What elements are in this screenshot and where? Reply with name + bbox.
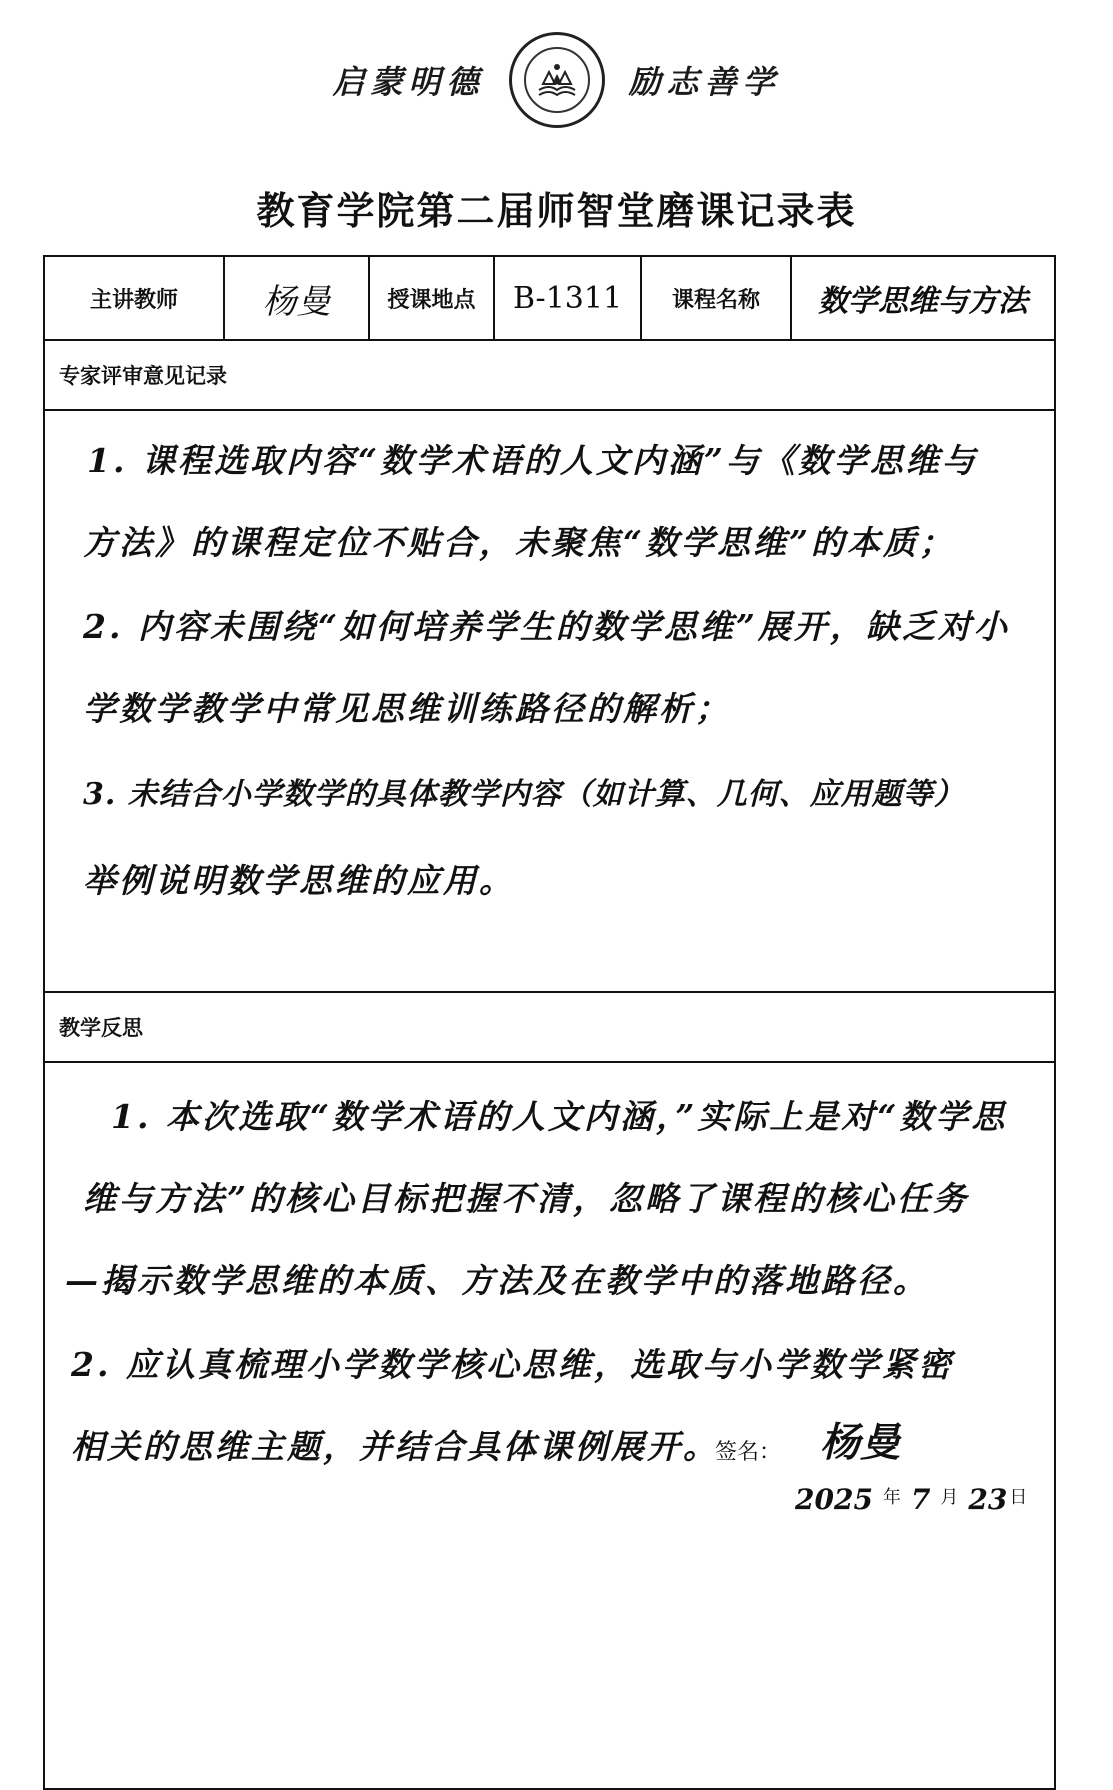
course-value: 数学思维与方法 bbox=[818, 284, 1028, 319]
document-header bbox=[0, 30, 1113, 130]
date-day-unit: 日 bbox=[1009, 1487, 1028, 1508]
expert-line: 学数学教学中常见思维训练路径的解析； bbox=[83, 689, 731, 728]
signature-name: 杨曼 bbox=[820, 1419, 900, 1466]
school-emblem-icon bbox=[509, 32, 605, 128]
reflection-line: —揭示数学思维的本质、方法及在教学中的落地路径。 bbox=[65, 1261, 929, 1300]
info-row bbox=[45, 257, 1054, 341]
reflection-line: 2. 应认真梳理小学数学核心思维，选取与小学数学紧密 bbox=[71, 1345, 954, 1384]
motto-right: 励志善学 bbox=[628, 63, 781, 101]
expert-opinion-label: 专家评审意见记录 bbox=[45, 341, 1054, 411]
expert-line: 2. 内容未围绕“如何培养学生的数学思维”展开，缺乏对小 bbox=[83, 607, 1010, 646]
reflection-line: 1. 本次选取“数学术语的人文内涵，”实际上是对“数学思 bbox=[111, 1097, 1008, 1136]
motto-left: 启蒙明德 bbox=[332, 63, 485, 101]
course-label: 课程名称 bbox=[642, 257, 792, 339]
document-title: 教育学院第二届师智堂磨课记录表 bbox=[256, 188, 857, 233]
reflection-line: 维与方法”的核心目标把握不清，忽略了课程的核心任务 bbox=[83, 1179, 969, 1218]
record-form bbox=[43, 255, 1056, 1790]
expert-line: 1. 课程选取内容“数学术语的人文内涵”与《数学思维与 bbox=[87, 441, 978, 480]
reflection-line: 相关的思维主题，并结合具体课例展开。 bbox=[71, 1427, 719, 1466]
expert-line: 3. 未结合小学数学的具体教学内容（如计算、几何、应用题等） bbox=[83, 777, 965, 812]
expert-opinion-body bbox=[45, 411, 1054, 993]
date-year: 2025 bbox=[795, 1483, 873, 1516]
location-label: 授课地点 bbox=[370, 257, 495, 339]
signature-date bbox=[795, 1483, 1037, 1516]
signature-label: 签名： bbox=[715, 1440, 782, 1465]
date-month-unit: 月 bbox=[940, 1487, 959, 1508]
date-day: 23 bbox=[968, 1483, 1008, 1516]
teaching-reflection-body bbox=[45, 1063, 1054, 1788]
teacher-value: 杨曼 bbox=[225, 257, 370, 339]
teacher-label: 主讲教师 bbox=[45, 257, 225, 339]
teaching-reflection-label: 教学反思 bbox=[45, 993, 1054, 1063]
date-month: 7 bbox=[910, 1483, 931, 1516]
expert-line: 举例说明数学思维的应用。 bbox=[83, 861, 515, 900]
location-value: B-1311 bbox=[495, 257, 642, 339]
date-year-unit: 年 bbox=[882, 1487, 901, 1508]
expert-line: 方法》的课程定位不贴合，未聚焦“数学思维”的本质； bbox=[83, 523, 955, 562]
